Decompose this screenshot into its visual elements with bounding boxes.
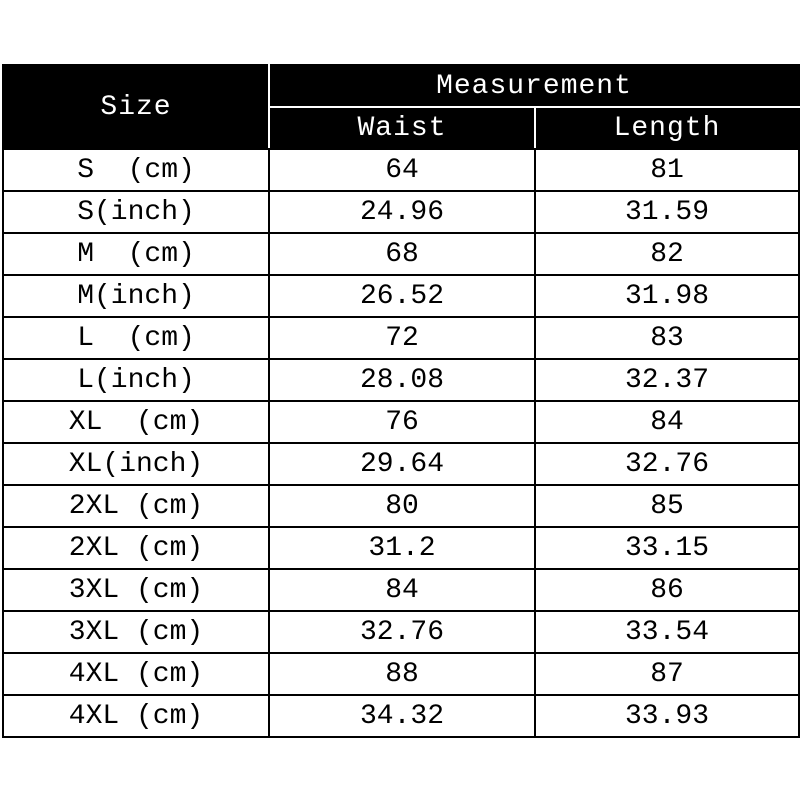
- table-row: [3, 443, 799, 485]
- table-row: [3, 611, 799, 653]
- table-row: [3, 527, 799, 569]
- cell-size: M (cm): [3, 233, 269, 275]
- cell-length: 83: [535, 317, 799, 359]
- cell-waist: 72: [269, 317, 535, 359]
- cell-waist: 84: [269, 569, 535, 611]
- cell-length: 85: [535, 485, 799, 527]
- cell-waist: 28.08: [269, 359, 535, 401]
- cell-waist: 31.2: [269, 527, 535, 569]
- cell-length: 82: [535, 233, 799, 275]
- table-row: [3, 191, 799, 233]
- header-measurement: Measurement: [269, 65, 799, 107]
- cell-waist: 29.64: [269, 443, 535, 485]
- cell-length: 32.37: [535, 359, 799, 401]
- cell-length: 32.76: [535, 443, 799, 485]
- cell-size: 2XL (cm): [3, 485, 269, 527]
- table-row: [3, 149, 799, 191]
- table-row: [3, 569, 799, 611]
- cell-length: 81: [535, 149, 799, 191]
- cell-length: 33.93: [535, 695, 799, 737]
- cell-size: 4XL (cm): [3, 695, 269, 737]
- table-body: [3, 149, 799, 737]
- table-row: [3, 401, 799, 443]
- table-row: [3, 485, 799, 527]
- cell-length: 87: [535, 653, 799, 695]
- cell-waist: 80: [269, 485, 535, 527]
- cell-length: 86: [535, 569, 799, 611]
- table-row: [3, 359, 799, 401]
- header-waist: Waist: [269, 107, 535, 149]
- cell-waist: 26.52: [269, 275, 535, 317]
- cell-size: 3XL (cm): [3, 569, 269, 611]
- cell-size: XL(inch): [3, 443, 269, 485]
- cell-size: 4XL (cm): [3, 653, 269, 695]
- size-chart-table: [2, 64, 800, 738]
- cell-size: S(inch): [3, 191, 269, 233]
- cell-size: 2XL (cm): [3, 527, 269, 569]
- cell-length: 33.15: [535, 527, 799, 569]
- cell-length: 33.54: [535, 611, 799, 653]
- cell-length: 84: [535, 401, 799, 443]
- cell-size: L (cm): [3, 317, 269, 359]
- cell-size: L(inch): [3, 359, 269, 401]
- cell-waist: 32.76: [269, 611, 535, 653]
- table-row: [3, 317, 799, 359]
- table-row: [3, 275, 799, 317]
- table-row: [3, 653, 799, 695]
- cell-waist: 68: [269, 233, 535, 275]
- table-row: [3, 233, 799, 275]
- cell-length: 31.98: [535, 275, 799, 317]
- cell-size: S (cm): [3, 149, 269, 191]
- header-size: Size: [3, 65, 269, 149]
- header-length: Length: [535, 107, 799, 149]
- cell-waist: 88: [269, 653, 535, 695]
- cell-size: XL (cm): [3, 401, 269, 443]
- cell-waist: 34.32: [269, 695, 535, 737]
- cell-waist: 76: [269, 401, 535, 443]
- cell-waist: 64: [269, 149, 535, 191]
- cell-size: M(inch): [3, 275, 269, 317]
- table-row: [3, 695, 799, 737]
- table-header: [3, 65, 799, 149]
- cell-waist: 24.96: [269, 191, 535, 233]
- cell-size: 3XL (cm): [3, 611, 269, 653]
- cell-length: 31.59: [535, 191, 799, 233]
